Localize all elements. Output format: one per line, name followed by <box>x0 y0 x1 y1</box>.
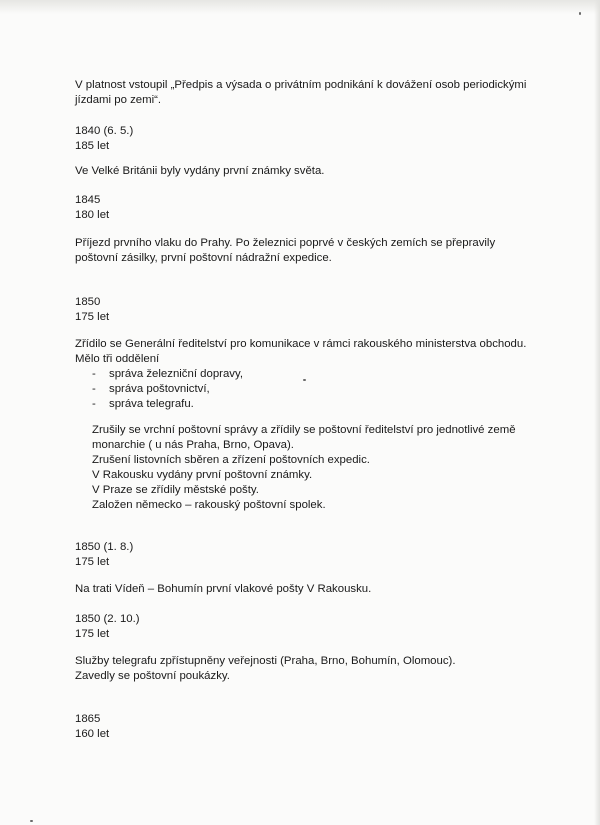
list-item: - správa železniční dopravy, <box>92 367 243 382</box>
date-line: 1850 <box>75 296 101 308</box>
anniversary-line: 175 let <box>75 628 110 640</box>
date-entry-1850 <box>75 295 109 325</box>
date-entry-1850-oct <box>75 612 140 642</box>
paragraph-passenger-transport-regulation <box>75 78 526 108</box>
text-line: jízdami po zemi“. <box>75 94 162 106</box>
list-item: - správa poštovnictví, <box>92 382 243 397</box>
text-line: monarchie ( u nás Praha, Brno, Opava). <box>92 439 294 451</box>
text-line: Ve Velké Británii byly vydány první známky světa. <box>75 165 325 177</box>
text-line: Příjezd prvního vlaku do Prahy. Po železnici poprvé v českých zemích se přepravily <box>75 237 496 249</box>
date-entry-1865 <box>75 712 109 742</box>
text-line: Zrušily se vrchní poštovní správy a zřídily se poštovní ředitelství pro jednotlivé země <box>92 424 516 436</box>
date-line: 1865 <box>75 713 101 725</box>
paragraph-telegraph-public <box>75 654 456 684</box>
text-line: V platnost vstoupil „Předpis a výsada o privátním podnikání k dovážení osob periodickými <box>75 79 527 91</box>
anniversary-line: 175 let <box>75 556 110 568</box>
date-entry-1840 <box>75 124 133 154</box>
text-line: Založen německo – rakouský poštovní spolek. <box>92 499 326 511</box>
list-item: - správa telegrafu. <box>92 397 243 412</box>
text-line: Na trati Vídeň – Bohumín první vlakové pošty V Rakousku. <box>75 583 372 595</box>
date-line: 1840 (6. 5.) <box>75 125 134 137</box>
date-line: 1845 <box>75 194 101 206</box>
text-line: Mělo tři oddělení <box>75 353 160 365</box>
paragraph-first-stamps <box>75 164 324 179</box>
text-line: Služby telegrafu zpřístupněny veřejnosti (Praha, Brno, Bohumín, Olomouc). <box>75 655 456 667</box>
scan-speck <box>30 820 33 822</box>
text-line: Zrušení listovních sběren a zřízení poštovních expedic. <box>92 454 370 466</box>
date-line: 1850 (1. 8.) <box>75 541 134 553</box>
paragraph-rail-post <box>75 582 371 597</box>
date-line: 1850 (2. 10.) <box>75 613 140 625</box>
paragraph-postal-reforms <box>92 423 516 513</box>
scan-edge <box>0 0 600 14</box>
text-line: Zavedly se poštovní poukázky. <box>75 670 230 682</box>
anniversary-line: 175 let <box>75 311 110 323</box>
text-line: V Rakousku vydány první poštovní známky. <box>92 469 313 481</box>
text-line: Zřídilo se Generální ředitelství pro komunikace v rámci rakouského ministerstva obchodu. <box>75 338 527 350</box>
text-line: poštovní zásilky, první poštovní nádražní expedice. <box>75 252 332 264</box>
date-entry-1845 <box>75 193 109 223</box>
paragraph-general-directorate <box>75 337 526 367</box>
date-entry-1850-aug <box>75 540 133 570</box>
paragraph-first-train-prague <box>75 236 495 266</box>
scan-speck <box>303 379 306 381</box>
anniversary-line: 160 let <box>75 728 110 740</box>
text-line: V Praze se zřídily městské pošty. <box>92 484 259 496</box>
anniversary-line: 180 let <box>75 209 110 221</box>
department-list <box>92 367 243 412</box>
anniversary-line: 185 let <box>75 140 110 152</box>
scan-edge <box>594 0 600 825</box>
scan-speck <box>579 12 581 15</box>
